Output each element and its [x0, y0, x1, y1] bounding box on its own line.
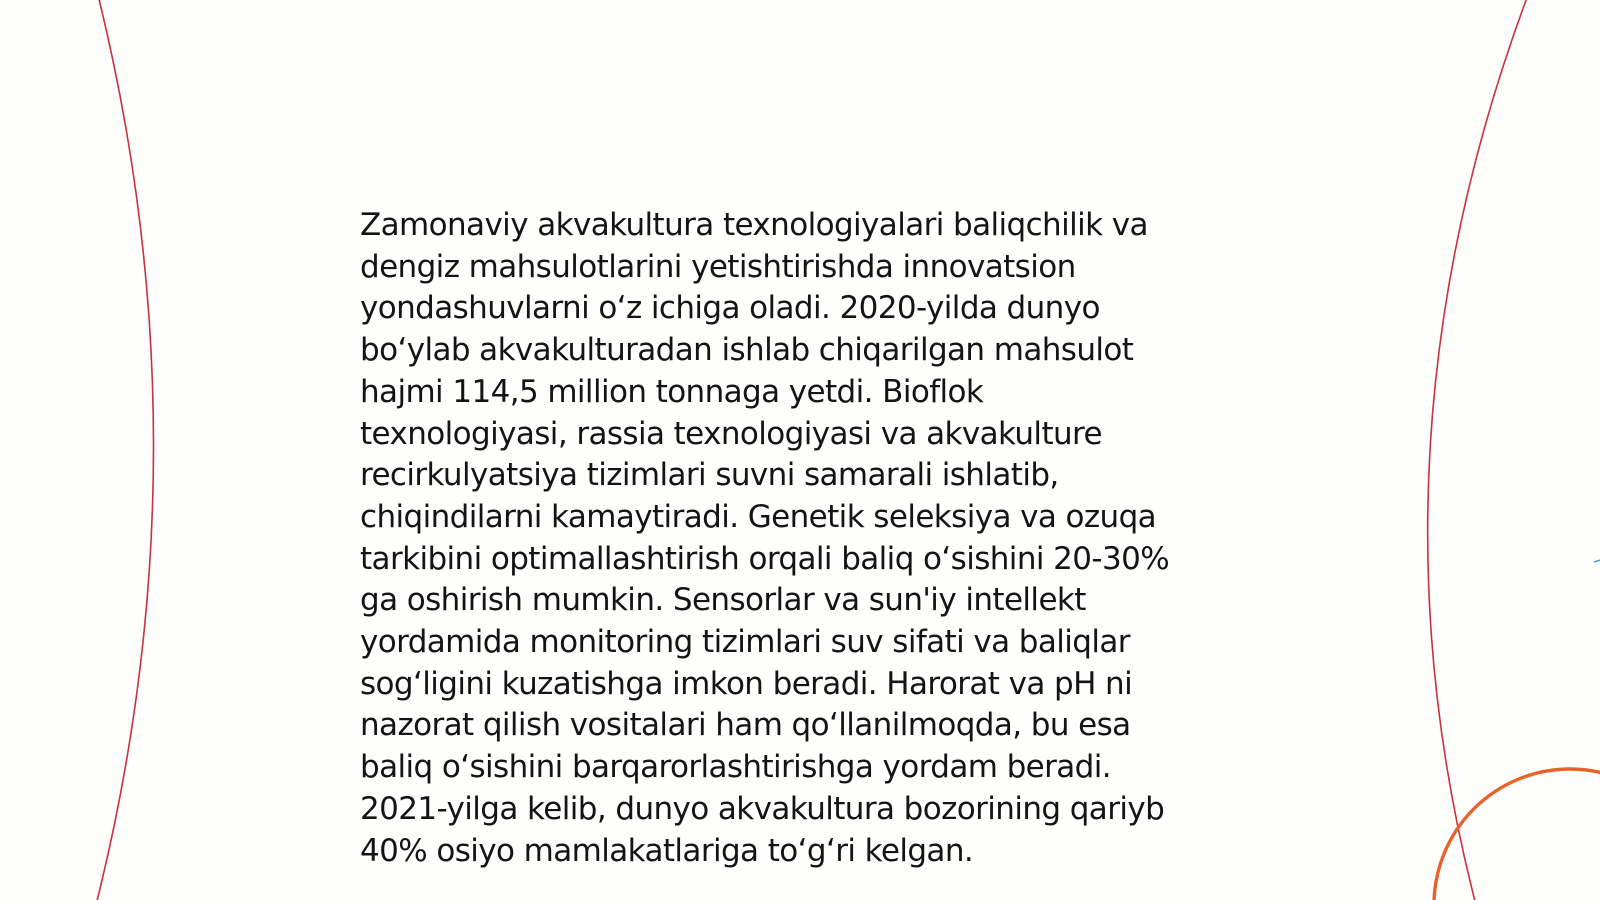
paragraph-line: baliq o‘sishini barqarorlashtirishga yordam beradi.: [360, 749, 1112, 786]
paragraph-line: recirkulyatsiya tizimlari suvni samarali ishlatib,: [360, 457, 1059, 494]
paragraph-line: nazorat qilish vositalari ham qo‘llanilmoqda, bu esa: [360, 707, 1131, 744]
paragraph-line: ga oshirish mumkin. Sensorlar va sun'iy intellekt: [360, 582, 1086, 619]
paragraph-line: dengiz mahsulotlarini yetishtirishda innovatsion: [360, 248, 1076, 285]
paragraph-line: 2021-yilga kelib, dunyo akvakultura bozorining qariyb: [360, 790, 1165, 827]
paragraph-line: hajmi 114,5 million tonnaga yetdi. Bioflok: [360, 373, 984, 410]
paragraph-line: Zamonaviy akvakultura texnologiyalari baliqchilik va: [360, 207, 1148, 243]
paragraph-line: tarkibini optimallashtirish orqali baliq o‘sishini 20-30%: [360, 540, 1170, 577]
paragraph-line: yordamida monitoring tizimlari suv sifati va baliqlar: [360, 624, 1130, 661]
paragraph-line: 40% osiyo mamlakatlariga to‘g‘ri kelgan.: [360, 832, 974, 869]
paragraph-line: sog‘ligini kuzatishga imkon beradi. Harorat va pH ni: [360, 665, 1133, 702]
body-paragraph: [360, 205, 1260, 872]
paragraph-line: bo‘ylab akvakulturadan ishlab chiqarilgan mahsulot: [360, 332, 1134, 369]
paragraph-line: yondashuvlarni o‘z ichiga oladi. 2020-yilda dunyo: [360, 290, 1100, 327]
paragraph-line: chiqindilarni kamaytiradi. Genetik seleksiya va ozuqa: [360, 498, 1157, 535]
right-curve: [1428, 0, 1528, 900]
paragraph-line: texnologiyasi, rassia texnologiyasi va akvakulture: [360, 415, 1102, 452]
left-curve: [96, 0, 154, 900]
accent-small-mark: [1594, 560, 1600, 562]
